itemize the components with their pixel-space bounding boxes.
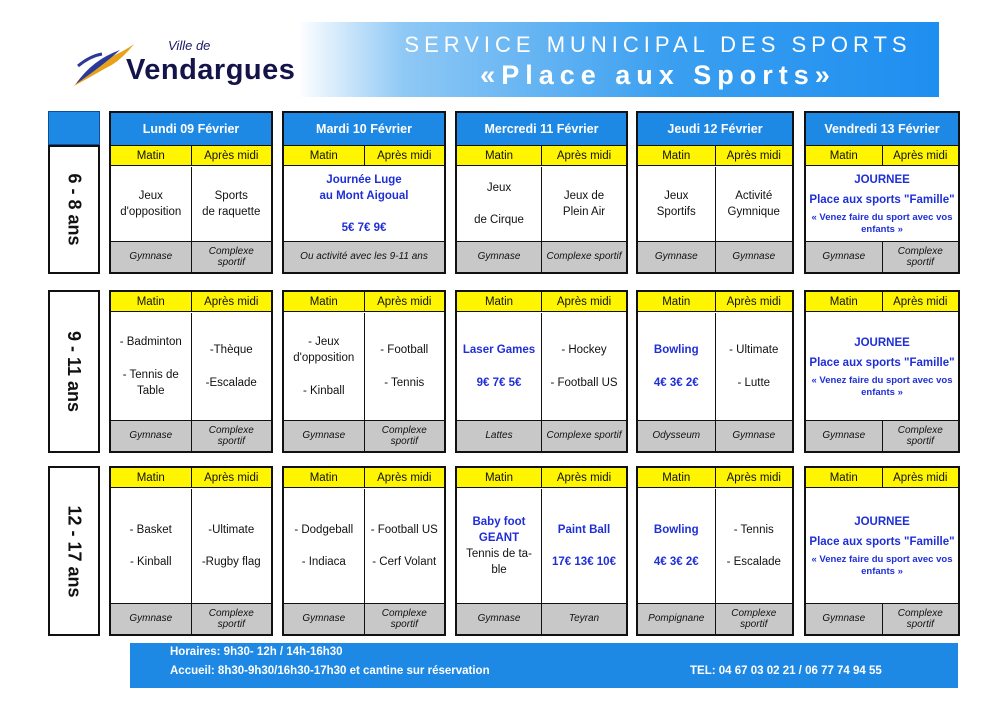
afternoon-location: Complexe sportif <box>897 424 943 447</box>
activity-line: Jeux <box>138 189 163 202</box>
apres-midi-label: Après midi <box>192 468 272 487</box>
location-row <box>806 242 958 272</box>
day-block <box>109 111 273 274</box>
activity-line: Jeux <box>664 189 689 202</box>
day-block <box>636 111 794 274</box>
matin-label: Matin <box>111 468 192 487</box>
activity-line: - Escalade <box>726 556 781 569</box>
famille-tagline: « Venez faire du sport avec vos enfants » <box>811 212 953 236</box>
morning-location: Lattes <box>457 421 542 451</box>
matin-label: Matin <box>806 292 883 311</box>
activity-row <box>111 489 271 604</box>
activity-line: - Hockey <box>561 344 607 357</box>
activity-line: Gymnique <box>727 206 780 218</box>
matin-label: Matin <box>284 292 365 311</box>
afternoon-location: Complexe sportif <box>546 251 622 263</box>
morning-location: Gymnase <box>457 604 542 634</box>
famille-day-cell <box>806 313 958 420</box>
afternoon-location: Gymnase <box>732 430 776 442</box>
morning-location: Odysseum <box>638 421 716 451</box>
activity-line: au Mont Aigoual <box>319 189 409 202</box>
location-row <box>457 421 626 451</box>
activity-line: -Ultimate <box>208 523 255 536</box>
logo-town-name: Vendargues <box>126 54 296 86</box>
period-header <box>638 468 792 488</box>
day-block <box>455 466 628 636</box>
activity-line: d'opposition <box>293 352 355 365</box>
activity-row <box>457 313 626 421</box>
age-group-label <box>48 466 100 636</box>
journee-title: JOURNEE <box>854 336 910 349</box>
age-group-text: 12 - 17 ans <box>64 504 85 598</box>
activity-line: ble <box>491 564 507 577</box>
period-header <box>111 146 271 166</box>
afternoon-activity <box>716 313 793 420</box>
morning-activity <box>638 167 716 241</box>
activity-row <box>457 489 626 604</box>
activity-line <box>675 358 678 374</box>
activity-line: - Jeux <box>308 336 340 349</box>
matin-label: Matin <box>284 468 365 487</box>
logo-ville-de: Ville de <box>168 38 211 53</box>
afternoon-location: Complexe sportif <box>897 607 943 630</box>
activity-line: - Tennis <box>733 523 774 536</box>
day-block <box>804 111 960 274</box>
activity-line: GEANT <box>478 531 520 544</box>
activity-line: 5€ 7€ 9€ <box>341 222 387 235</box>
morning-activity <box>457 313 542 420</box>
activity-line: -Thèque <box>209 344 253 357</box>
afternoon-activity <box>542 167 626 241</box>
matin-label: Matin <box>111 146 192 165</box>
day-header: Jeudi 12 Février <box>638 113 792 146</box>
activity-line: - Dodgeball <box>294 523 354 536</box>
day-block <box>804 290 960 453</box>
morning-activity <box>111 313 192 420</box>
day-block <box>109 290 273 453</box>
period-header <box>111 468 271 488</box>
location-row <box>457 604 626 634</box>
morning-location: Gymnase <box>806 604 883 634</box>
matin-label: Matin <box>638 468 716 487</box>
activity-line <box>230 538 233 554</box>
activity-line <box>149 350 152 366</box>
activity-row <box>806 313 958 421</box>
activity-line <box>497 358 500 374</box>
day-block <box>455 290 628 453</box>
matin-label: Matin <box>111 292 192 311</box>
morning-location: Gymnase <box>457 242 542 272</box>
afternoon-activity <box>192 489 272 603</box>
afternoon-location: Complexe sportif <box>208 245 254 268</box>
activity-line: - Football US <box>370 523 438 536</box>
morning-activity <box>457 167 542 241</box>
activity-line: Jeux de <box>563 189 605 202</box>
day-block <box>282 290 446 453</box>
journee-title: JOURNEE <box>854 174 910 187</box>
corner-block <box>48 111 100 145</box>
activity-line: Baby foot <box>472 515 526 528</box>
period-header <box>806 146 958 166</box>
activity-line <box>149 538 152 554</box>
activity-line <box>752 538 755 554</box>
activity-row <box>111 167 271 242</box>
period-header <box>457 468 626 488</box>
activity-line <box>752 358 755 374</box>
activity-line: - Football <box>380 344 429 357</box>
famille-title: Place aux sports "Famille" <box>809 536 955 549</box>
activity-line: - Tennis de <box>122 368 179 381</box>
apres-midi-label: Après midi <box>883 146 959 165</box>
famille-title: Place aux sports "Famille" <box>809 356 955 369</box>
morning-activity <box>284 313 365 420</box>
morning-location: Gymnase <box>111 421 192 451</box>
apres-midi-label: Après midi <box>716 468 793 487</box>
apres-midi-label: Après midi <box>716 292 793 311</box>
morning-activity <box>111 167 192 241</box>
matin-label: Matin <box>457 292 542 311</box>
activity-row <box>638 313 792 421</box>
morning-location: Gymnase <box>638 242 716 272</box>
activity-line: 4€ 3€ 2€ <box>653 556 699 569</box>
activity-line: - Lutte <box>737 376 771 389</box>
activity-row <box>457 167 626 242</box>
telephone-text: TEL: 04 67 03 02 21 / 06 77 74 94 55 <box>690 665 882 677</box>
accueil-text: Accueil: 8h30-9h30/16h30-17h30 et cantine sur réservation <box>170 665 490 677</box>
activity-line <box>497 196 500 212</box>
vendargues-logo <box>68 36 328 92</box>
morning-activity <box>638 313 716 420</box>
age-group-label <box>48 145 100 274</box>
morning-activity <box>284 489 365 603</box>
activity-line: 4€ 3€ 2€ <box>653 376 699 389</box>
activity-line: Journée Luge <box>326 173 402 186</box>
afternoon-location: Complexe sportif <box>897 245 943 268</box>
activity-line: 9€ 7€ 5€ <box>476 376 522 389</box>
location-row <box>638 242 792 272</box>
day-block <box>636 290 794 453</box>
activity-line <box>230 358 233 374</box>
info-bar <box>130 643 958 688</box>
journee-title: JOURNEE <box>854 516 910 529</box>
famille-title: Place aux sports "Famille" <box>809 194 955 207</box>
morning-location: Gymnase <box>284 421 365 451</box>
afternoon-activity <box>192 313 272 420</box>
day-block <box>282 466 446 636</box>
afternoon-location: Complexe sportif <box>381 424 427 447</box>
afternoon-location: Complexe sportif <box>208 607 254 630</box>
afternoon-activity <box>716 167 793 241</box>
afternoon-location: Complexe sportif <box>208 424 254 447</box>
activity-line: 17€ 13€ 10€ <box>552 556 616 569</box>
morning-location: Gymnase <box>806 242 883 272</box>
activity-line: Plein Air <box>562 206 606 218</box>
activity-line <box>582 538 585 554</box>
day-block <box>636 466 794 636</box>
activity-line <box>582 358 585 374</box>
activity-line: d'opposition <box>120 206 182 218</box>
morning-location: Pompignane <box>638 604 716 634</box>
day-block <box>455 111 628 274</box>
activity-line <box>322 367 325 383</box>
famille-tagline: « Venez faire du sport avec vos enfants » <box>811 554 953 578</box>
apres-midi-label: Après midi <box>365 468 445 487</box>
activity-line <box>362 204 365 220</box>
matin-label: Matin <box>806 146 883 165</box>
activity-row <box>284 167 444 242</box>
activity-row <box>284 313 444 421</box>
period-header <box>457 146 626 166</box>
afternoon-activity <box>192 167 272 241</box>
period-header <box>806 292 958 312</box>
matin-label: Matin <box>806 468 883 487</box>
location-row <box>457 242 626 272</box>
activity-line: de raquette <box>202 206 261 218</box>
activity-line <box>675 538 678 554</box>
location-row <box>284 421 444 451</box>
morning-location: Gymnase <box>806 421 883 451</box>
day-header: Mercredi 11 Février <box>457 113 626 146</box>
activity-line <box>403 538 406 554</box>
morning-activity <box>111 489 192 603</box>
period-header <box>806 468 958 488</box>
afternoon-location: Gymnase <box>732 251 776 263</box>
morning-activity <box>638 489 716 603</box>
activity-line: -Escalade <box>205 376 257 389</box>
apres-midi-label: Après midi <box>883 468 959 487</box>
period-header <box>457 292 626 312</box>
afternoon-activity <box>542 313 626 420</box>
activity-line: - Football US <box>550 376 618 389</box>
activity-line: - Ultimate <box>729 344 779 357</box>
activity-line: - Kinball <box>129 556 172 569</box>
day-header: Mardi 10 Février <box>284 113 444 146</box>
activity-line: Table <box>137 384 165 397</box>
activity-line: - Tennis <box>384 376 425 389</box>
activity-line: - Cerf Volant <box>372 556 437 569</box>
program-title: «Place aux Sports» <box>480 60 836 90</box>
luge-day-cell <box>284 167 444 241</box>
period-header <box>111 292 271 312</box>
period-header <box>638 292 792 312</box>
age-group-text: 6 - 8 ans <box>64 173 85 246</box>
apres-midi-label: Après midi <box>542 468 626 487</box>
activity-line: Laser Games <box>462 344 536 357</box>
activity-line: Jeux <box>486 181 512 194</box>
famille-day-cell <box>806 489 958 603</box>
location-row <box>638 421 792 451</box>
activity-line: - Badminton <box>119 336 182 349</box>
afternoon-location: Complexe sportif <box>546 430 622 442</box>
activity-row <box>806 167 958 242</box>
day-header: Vendredi 13 Février <box>806 113 958 146</box>
apres-midi-label: Après midi <box>883 292 959 311</box>
activity-row <box>284 489 444 604</box>
afternoon-location: Teyran <box>568 613 600 625</box>
location-row <box>111 604 271 634</box>
activity-line: Bowling <box>653 344 699 357</box>
afternoon-activity <box>365 313 445 420</box>
morning-activity <box>457 489 542 603</box>
day-block <box>804 466 960 636</box>
apres-midi-label: Après midi <box>542 146 626 165</box>
period-header <box>284 146 444 166</box>
activity-line: Sportifs <box>656 206 696 218</box>
afternoon-activity <box>542 489 626 603</box>
apres-midi-label: Après midi <box>716 146 793 165</box>
activity-line <box>403 358 406 374</box>
location-row <box>111 421 271 451</box>
location-text: Ou activité avec les 9-11 ans <box>300 251 428 263</box>
period-header <box>284 468 444 488</box>
matin-label: Matin <box>457 146 542 165</box>
location-row <box>806 421 958 451</box>
activity-row <box>111 313 271 421</box>
apres-midi-label: Après midi <box>192 146 272 165</box>
activity-row <box>806 489 958 604</box>
activity-line: Tennis de ta- <box>466 548 532 560</box>
day-block <box>282 111 446 274</box>
activity-line: Sports <box>214 189 248 202</box>
location-row <box>638 604 792 634</box>
matin-label: Matin <box>284 146 365 165</box>
activity-line: - Indiaca <box>301 556 346 569</box>
activity-line: Bowling <box>653 523 699 536</box>
header-banner <box>48 22 939 97</box>
location-row <box>806 604 958 634</box>
famille-day-cell <box>806 167 958 241</box>
matin-label: Matin <box>638 146 716 165</box>
famille-tagline: « Venez faire du sport avec vos enfants » <box>811 374 953 398</box>
activity-line: - Kinball <box>302 384 345 397</box>
morning-location: Gymnase <box>111 242 192 272</box>
activity-row <box>638 489 792 604</box>
morning-location: Gymnase <box>284 604 365 634</box>
location-row <box>111 242 271 272</box>
activity-line: - Basket <box>129 523 172 536</box>
age-group-text: 9 - 11 ans <box>64 330 85 413</box>
day-header: Lundi 09 Février <box>111 113 271 146</box>
afternoon-activity <box>716 489 793 603</box>
location-row <box>284 604 444 634</box>
period-header <box>284 292 444 312</box>
activity-line <box>322 538 325 554</box>
activity-line: Paint Ball <box>557 523 611 536</box>
horaires-text: Horaires: 9h30- 12h / 14h-16h30 <box>170 646 343 658</box>
afternoon-location: Complexe sportif <box>731 607 777 630</box>
activity-line: Activité <box>735 189 773 202</box>
matin-label: Matin <box>638 292 716 311</box>
apres-midi-label: Après midi <box>192 292 272 311</box>
activity-row <box>638 167 792 242</box>
morning-location: Gymnase <box>111 604 192 634</box>
afternoon-location: Complexe sportif <box>381 607 427 630</box>
activity-line: de Cirque <box>474 214 524 227</box>
apres-midi-label: Après midi <box>365 146 445 165</box>
period-header <box>638 146 792 166</box>
location-row <box>284 242 444 272</box>
activity-line: -Rugby flag <box>201 556 261 569</box>
day-block <box>109 466 273 636</box>
service-title: SERVICE MUNICIPAL DES SPORTS <box>404 32 912 57</box>
matin-label: Matin <box>457 468 542 487</box>
age-group-label <box>48 290 100 453</box>
apres-midi-label: Après midi <box>365 292 445 311</box>
afternoon-activity <box>365 489 445 603</box>
apres-midi-label: Après midi <box>542 292 626 311</box>
